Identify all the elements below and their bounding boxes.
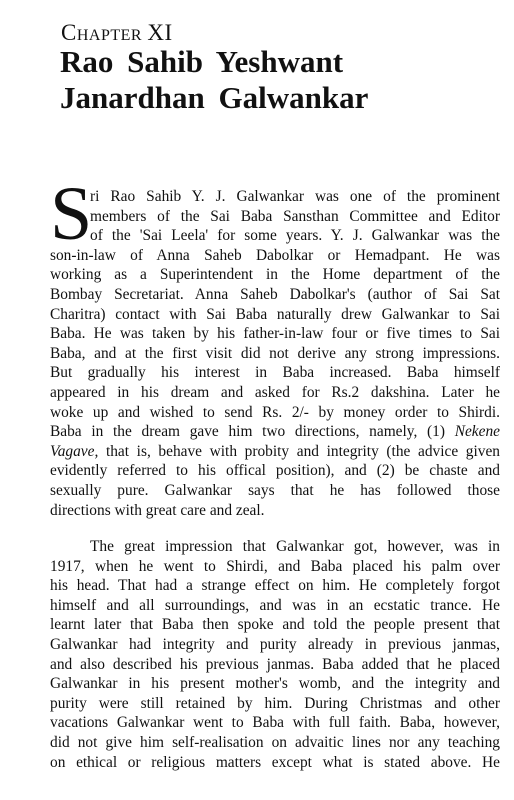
text-line: did not give him self-realisation on advaitic lines nor any teaching — [50, 734, 500, 752]
chapter-label-rest: HAPTER — [76, 27, 143, 44]
text-line: learnt later that Baba then spoke and told the people present that — [50, 616, 500, 634]
text-line: his head. That had a strange effect on him. He completely forgot — [50, 577, 500, 595]
chapter-heading — [61, 20, 173, 46]
text-line: Charitra) contact with Sai Baba naturally drew Galwankar to Sai — [50, 305, 500, 323]
text-line: sexually pure. Galwankar says that he has followed those — [50, 481, 500, 499]
text-line-with-italic — [50, 422, 500, 442]
text-line: woke up and wished to send Rs. 2/- by money order to Shirdi. — [50, 403, 500, 421]
text-line: Bombay Secretariat. Anna Saheb Dabolkar's (author of Sai Sat — [50, 285, 500, 303]
text-line: evidently referred to his offical position), and (2) be chaste and — [50, 462, 500, 480]
italic-term: Nekene — [454, 423, 500, 441]
chapter-title-line-2: Janardhan Galwankar — [60, 80, 369, 115]
chapter-label-initial: C — [61, 20, 77, 45]
text-line: himself and all surroundings, and was in an ecstatic trance. He — [50, 596, 500, 614]
text-segment: that is, behave with probity and integrity (the advice given — [105, 442, 500, 460]
italic-term: Vagave, — [50, 442, 99, 460]
text-line: Galwankar had integrity and purity already in previous janmas, — [50, 636, 500, 654]
text-segment: Baba in the dream gave him two directions, namely, (1) — [50, 423, 455, 441]
paragraph-2 — [50, 537, 500, 772]
text-line: Baba. He was taken by his father-in-law four or five times to Sai — [50, 325, 500, 343]
text-line: The great impression that Galwankar got, however, was in — [90, 538, 500, 556]
text-line: son-in-law of Anna Saheb Dabolkar or Hemadpant. He was — [50, 246, 500, 264]
text-line: working as a Superintendent in the Home department of the — [50, 266, 500, 284]
text-line: ri Rao Sahib Y. J. Galwankar was one of the prominent — [90, 188, 500, 205]
chapter-title — [60, 44, 500, 116]
text-line-with-italic — [50, 442, 500, 462]
text-line: Baba, and at the first visit did not derive any strong impressions. — [50, 344, 500, 362]
text-line: But gradually his interest in Baba increased. Baba himself — [50, 364, 500, 382]
text-line: members of the Sai Baba Sansthan Committee and Editor — [90, 207, 500, 225]
text-line: purity were still retained by him. During Christmas and other — [50, 694, 500, 712]
body-text — [50, 172, 500, 772]
drop-cap: S — [50, 172, 93, 256]
text-line: on ethical or religious matters except what is stated above. He — [50, 753, 500, 771]
text-line: appeared in his dream and asked for Rs.2 dakshina. Later he — [50, 383, 500, 401]
chapter-title-line-1: Rao Sahib Yeshwant — [60, 44, 344, 79]
text-line: and also described his previous janmas. Baba added that he placed — [50, 655, 500, 673]
text-line: 1917, when he went to Shirdi, and Baba placed his palm over — [50, 557, 500, 575]
text-line: vacations Galwankar went to Baba with full faith. Baba, however, — [50, 714, 500, 732]
chapter-numeral: XI — [147, 20, 173, 45]
text-line: Galwankar in his present mother's womb, and the integrity and — [50, 675, 500, 693]
text-line: directions with great care and zeal. — [50, 501, 265, 519]
paragraph-1 — [50, 172, 500, 520]
text-line: of the 'Sai Leela' for some years. Y. J. Galwankar was the — [90, 227, 500, 245]
